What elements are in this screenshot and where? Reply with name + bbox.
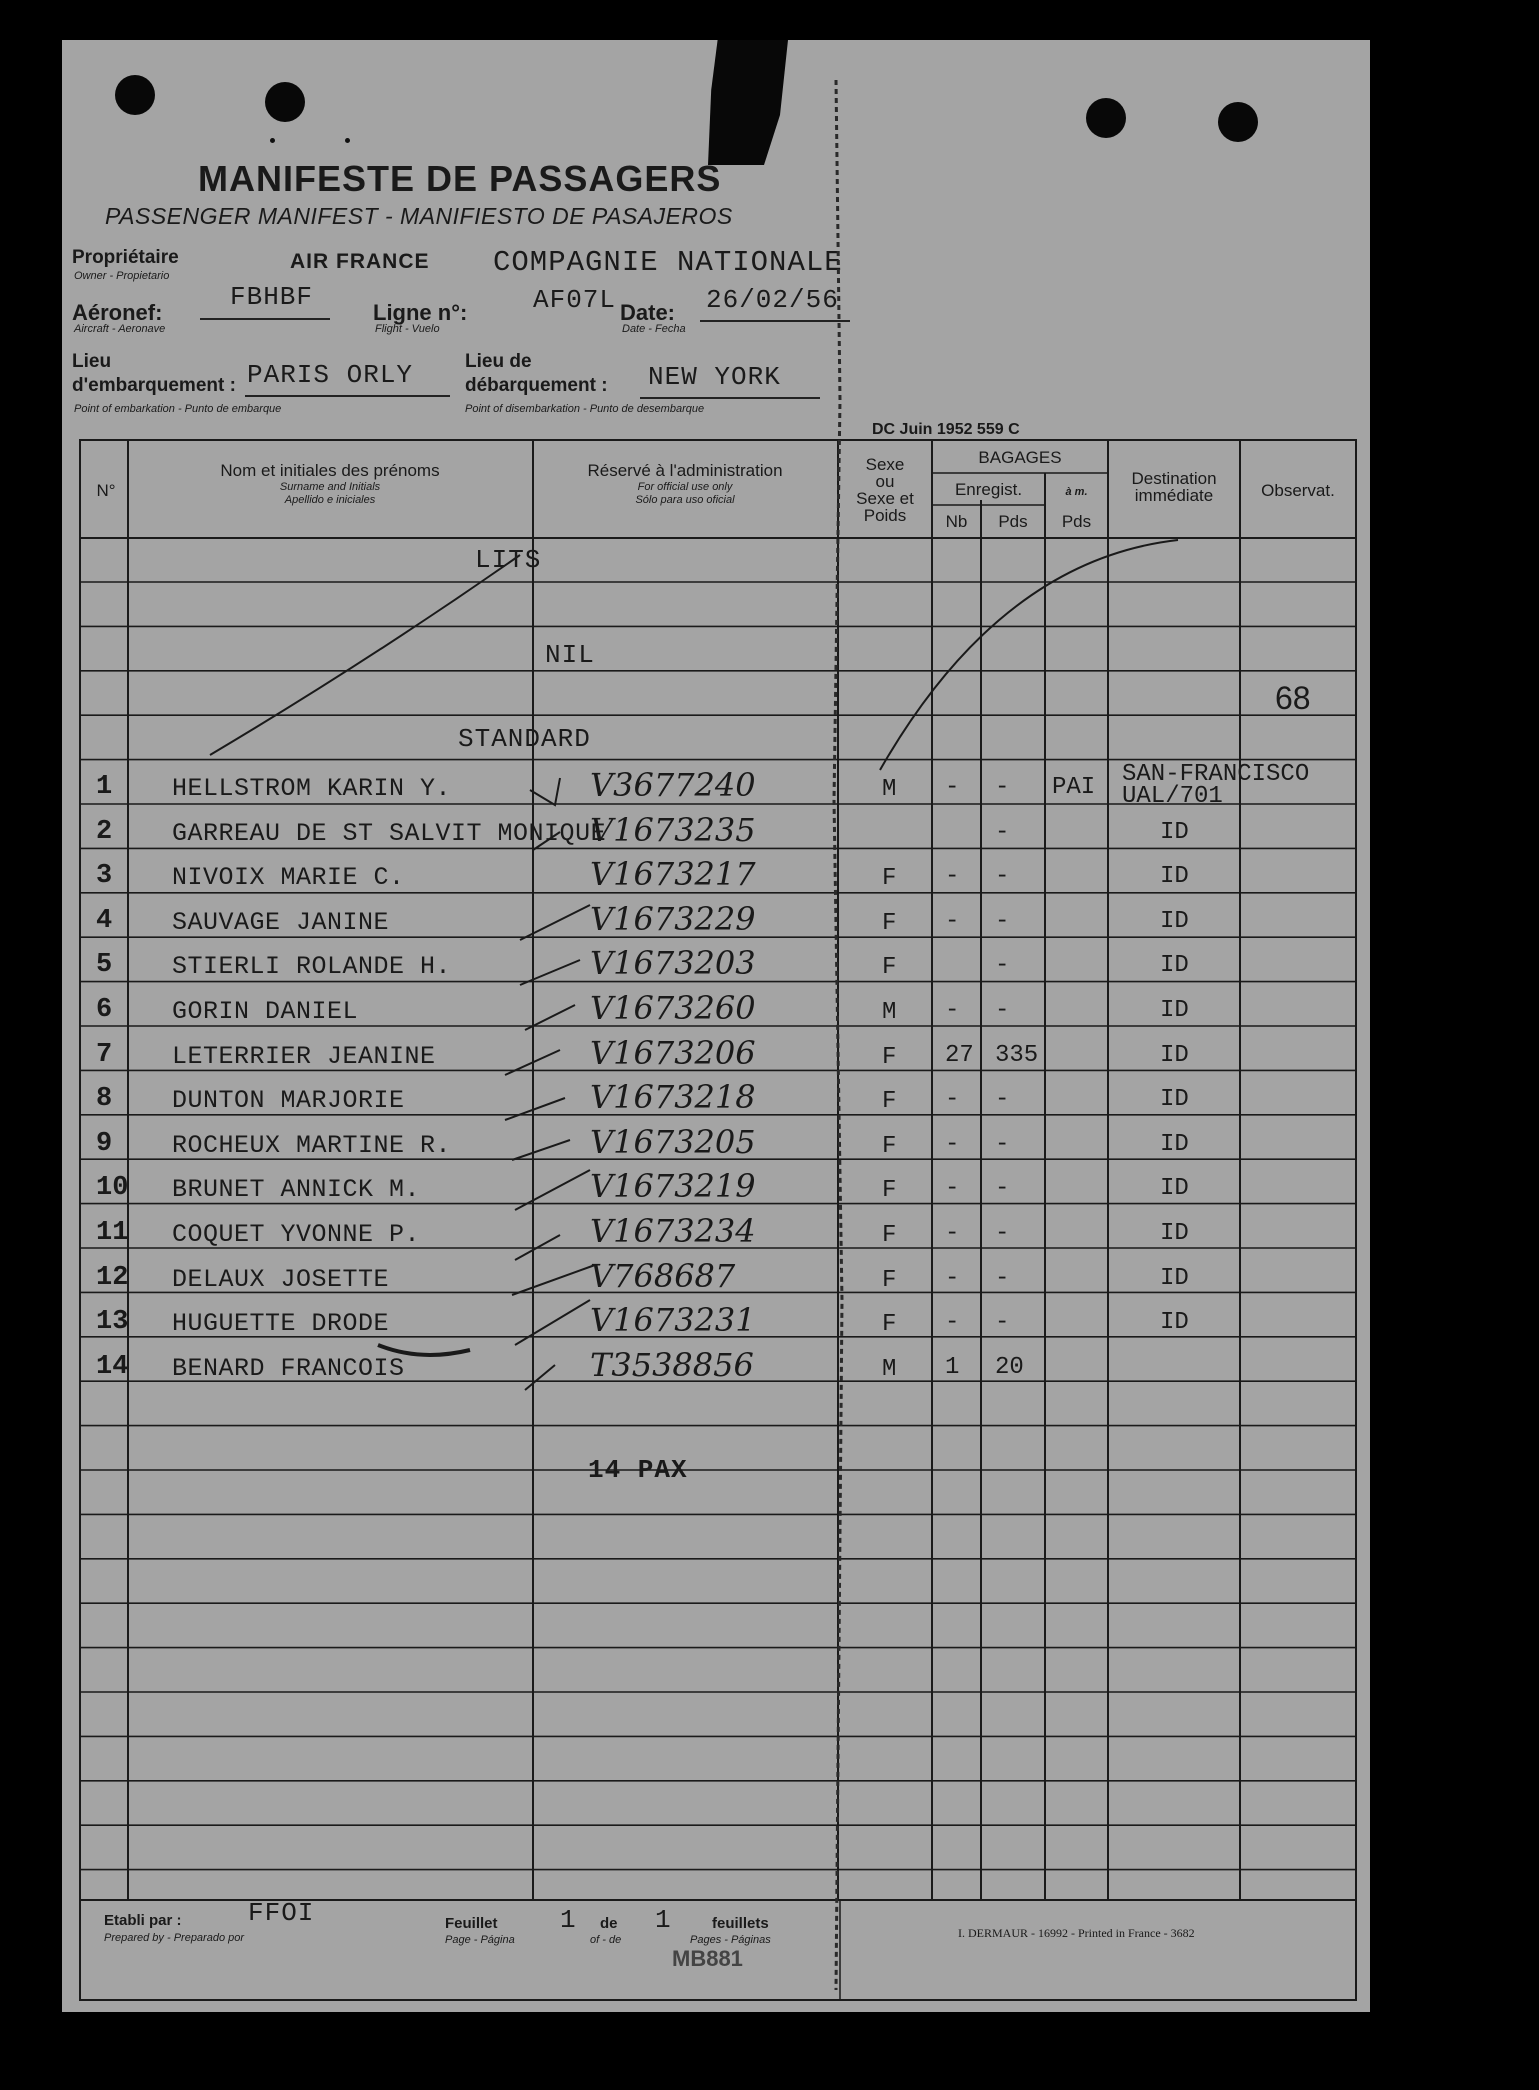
row-number: 1	[96, 772, 113, 802]
passenger-name: DELAUX JOSETTE	[172, 1264, 390, 1294]
manifest-title: MANIFESTE DE PASSAGERS	[198, 158, 722, 199]
baggage-weight: -	[995, 1264, 1010, 1292]
passenger-name: SAUVAGE JANINE	[172, 907, 390, 937]
of-sublabel: of - de	[590, 1934, 622, 1946]
ticket-ref: V1673235	[590, 810, 756, 849]
destination: ID	[1160, 1041, 1189, 1069]
sheet-value: 1	[560, 1905, 577, 1935]
destination: ID	[1160, 1175, 1189, 1203]
passenger-name: DUNTON MARJORIE	[172, 1086, 405, 1116]
prepared-by-sublabel: Prepared by - Preparado por	[104, 1932, 245, 1944]
ticket-ref: T3538856	[590, 1345, 754, 1384]
baggage-weight: -	[995, 774, 1010, 801]
row-number: 13	[96, 1307, 129, 1338]
col-name-sub1: Surname and Initials	[279, 481, 381, 493]
row-number: 9	[96, 1128, 113, 1159]
passenger-name: STIERLI ROLANDE H.	[172, 952, 452, 982]
baggage-count: -	[945, 774, 960, 801]
sheet-sublabel: Page - Página	[445, 1934, 515, 1946]
prepared-by-value: FFOI	[248, 1898, 315, 1928]
row-number: 6	[96, 995, 113, 1025]
ticket-ref: V1673231	[590, 1301, 756, 1340]
col-no: N°	[96, 481, 116, 500]
baggage-weight: -	[995, 1309, 1010, 1337]
owner-airline: AIR FRANCE	[290, 250, 430, 273]
baggage-count: -	[945, 1220, 960, 1247]
disembark-value: NEW YORK	[648, 362, 781, 392]
col-sex-l4: Poids	[863, 506, 907, 525]
prepared-by-label: Etabli par :	[104, 1912, 182, 1929]
sheets-sublabel: Pages - Páginas	[690, 1934, 771, 1946]
col-nb: Nb	[945, 512, 968, 531]
col-pds: Pds	[998, 512, 1028, 531]
ticket-ref: V1673206	[590, 1033, 756, 1072]
row-number: 2	[96, 816, 113, 847]
passenger-name: NIVOIX MARIE C.	[172, 863, 405, 893]
col-baggage: BAGAGES	[978, 448, 1062, 467]
row-number: 10	[96, 1173, 129, 1204]
baggage-count: -	[945, 1175, 960, 1203]
line-label: Ligne n°:	[373, 300, 468, 325]
of-label: de	[600, 1915, 618, 1932]
passenger-name: GARREAU DE ST SALVIT MONIQUE	[172, 818, 607, 848]
row-number: 14	[96, 1351, 129, 1382]
baggage-count: -	[945, 1309, 960, 1337]
col-hand: à m.	[1065, 486, 1088, 498]
disembark-sublabel: Point of disembarkation - Punto de desembarque	[465, 403, 705, 415]
baggage-count: -	[945, 1264, 960, 1292]
sheet-label: Feuillet	[445, 1915, 498, 1932]
of-value: 1	[655, 1905, 672, 1935]
baggage-weight: -	[995, 818, 1010, 846]
col-name: Nom et initiales des prénoms	[220, 461, 440, 480]
baggage-weight: -	[995, 1130, 1010, 1158]
baggage-count: -	[945, 1130, 960, 1158]
row-number: 8	[96, 1084, 113, 1115]
line-value: AF07L	[533, 285, 617, 315]
ticket-ref: V768687	[590, 1256, 736, 1295]
date-sublabel: Date - Fecha	[622, 323, 686, 335]
destination: ID	[1160, 1086, 1189, 1114]
baggage-weight: -	[995, 1175, 1010, 1203]
passenger-sex: F	[882, 909, 897, 937]
row-number: 11	[96, 1218, 129, 1248]
baggage-weight: 20	[995, 1353, 1024, 1381]
disembark-label: Lieu de débarquement :	[465, 351, 608, 396]
row-number: 5	[96, 950, 113, 981]
note-standard: STANDARD	[458, 724, 591, 754]
aircraft-label: Aéronef:	[72, 300, 163, 325]
date-value: 26/02/56	[706, 285, 839, 315]
col-sex	[840, 456, 930, 524]
ticket-ref: V1673203	[590, 944, 756, 983]
baggage-count: 27	[945, 1041, 974, 1069]
baggage-weight: -	[995, 863, 1010, 891]
passenger-sex: F	[882, 1043, 897, 1071]
col-admin-sub1: For official use only	[637, 481, 733, 493]
note-lits: LITS	[475, 545, 542, 575]
passenger-name: BENARD FRANCOIS	[172, 1353, 405, 1383]
passenger-sex: M	[882, 999, 897, 1026]
row-number: 12	[96, 1262, 129, 1293]
col-sex-l1: Sexe	[865, 455, 905, 474]
ticket-ref: V1673229	[590, 899, 756, 938]
destination: SAN-FRANCISCO UAL/701	[1122, 761, 1310, 810]
baggage-weight: -	[995, 907, 1010, 935]
col-destination-l1: Destination	[1131, 469, 1217, 488]
sheets-label: feuillets	[712, 1915, 769, 1932]
owner-value: COMPAGNIE NATIONALE	[493, 246, 843, 279]
embark-sublabel: Point of embarkation - Punto de embarque	[74, 403, 282, 415]
destination: ID	[1160, 863, 1189, 891]
passenger-sex: F	[882, 1132, 897, 1160]
baggage-count: 1	[945, 1353, 960, 1381]
ticket-ref: V1673219	[590, 1167, 756, 1206]
passenger-name: BRUNET ANNICK M.	[172, 1175, 421, 1205]
passenger-sex: M	[882, 1355, 897, 1383]
passenger-name: LETERRIER JEANINE	[172, 1041, 436, 1071]
col-sex-l2: ou	[875, 472, 895, 491]
baggage-count: -	[945, 907, 960, 935]
printer-note: I. DERMAUR - 16992 - Printed in France - 3682	[958, 1926, 1195, 1940]
aircraft-value: FBHBF	[230, 282, 314, 312]
passenger-sex: F	[882, 865, 897, 893]
destination: ID	[1160, 1264, 1189, 1292]
baggage-weight: -	[995, 1220, 1010, 1247]
passenger-sex: F	[882, 1177, 897, 1205]
col-checked: Enregist.	[954, 480, 1023, 499]
baggage-weight: -	[995, 997, 1010, 1024]
passenger-sex: F	[882, 1311, 897, 1339]
baggage-weight: -	[995, 1086, 1010, 1114]
destination: ID	[1160, 907, 1189, 935]
passenger-name: GORIN DANIEL	[172, 997, 359, 1026]
col-remarks: Observat.	[1261, 481, 1335, 500]
manifest-subtitle: PASSENGER MANIFEST - MANIFIESTO DE PASAJEROS	[105, 203, 733, 229]
col-admin-sub2: Sólo para uso oficial	[635, 494, 735, 506]
baggage-weight: -	[995, 952, 1010, 980]
destination: ID	[1160, 1309, 1189, 1337]
col-sex-l3: Sexe et	[856, 489, 914, 508]
col-admin: Réservé à l'administration	[587, 461, 783, 480]
owner-label: Propriétaire	[72, 247, 179, 268]
baggage-weight: 335	[995, 1041, 1039, 1069]
row-number: 7	[96, 1039, 113, 1070]
note-total-pax: 14 PAX	[588, 1455, 688, 1485]
passenger-name: ROCHEUX MARTINE R.	[172, 1130, 452, 1160]
baggage-count: -	[945, 1086, 960, 1114]
ticket-ref: V1673234	[590, 1212, 756, 1250]
destination: ID	[1160, 818, 1189, 846]
destination: ID	[1160, 1220, 1189, 1247]
row-number: 3	[96, 861, 113, 892]
passenger-name: COQUET YVONNE P.	[172, 1220, 421, 1249]
aircraft-sublabel: Aircraft - Aeronave	[74, 323, 166, 335]
embark-value: PARIS ORLY	[247, 360, 414, 390]
col-destination	[1108, 470, 1240, 504]
passenger-sex: F	[882, 1088, 897, 1116]
destination: ID	[1160, 952, 1189, 980]
passenger-sex: F	[882, 1222, 897, 1249]
passenger-sex: F	[882, 1266, 897, 1294]
destination: ID	[1160, 1130, 1189, 1158]
owner-sublabel: Owner - Propietario	[74, 270, 170, 282]
ticket-ref: V3677240	[590, 766, 756, 804]
col-name-sub2: Apellido e iniciales	[284, 494, 376, 506]
passenger-sex: F	[882, 954, 897, 982]
note-nil: NIL	[545, 640, 595, 670]
note-remark-68: 68	[1275, 680, 1311, 716]
ticket-ref: V1673260	[590, 989, 756, 1027]
ticket-ref: V1673217	[590, 855, 756, 894]
date-label: Date:	[620, 300, 676, 325]
hand-baggage: PAI	[1052, 774, 1096, 801]
destination: ID	[1160, 997, 1189, 1024]
row-number: 4	[96, 905, 113, 936]
line-sublabel: Flight - Vuelo	[375, 323, 440, 335]
ticket-ref: V1673205	[590, 1122, 756, 1161]
col-destination-l2: immédiate	[1134, 486, 1214, 505]
passenger-name: HUGUETTE DRODE	[172, 1309, 390, 1339]
passenger-name: HELLSTROM KARIN Y.	[172, 774, 452, 803]
stamp-code: MB881	[672, 1946, 743, 1971]
col-pds2: Pds	[1061, 512, 1092, 531]
form-code: DC Juin 1952 559 C	[872, 421, 1020, 438]
baggage-count: -	[945, 997, 960, 1024]
embark-label: Lieu d'embarquement :	[72, 351, 236, 396]
ticket-ref: V1673218	[590, 1078, 756, 1117]
passenger-sex: M	[882, 776, 897, 803]
baggage-count: -	[945, 863, 960, 891]
